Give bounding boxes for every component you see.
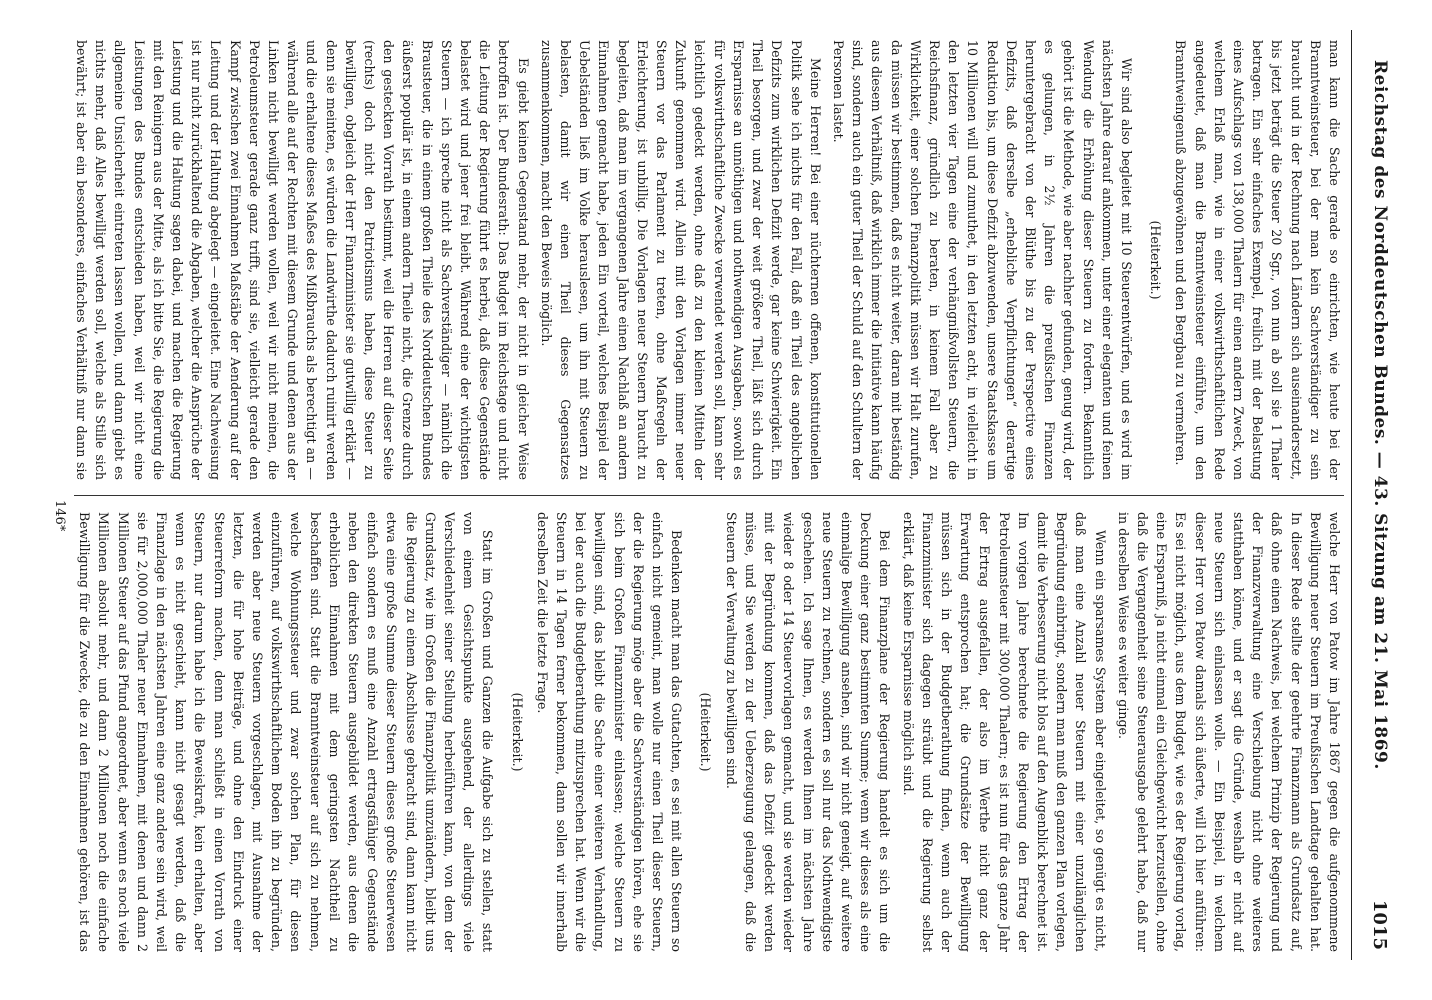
paragraph: Statt im Großen und Ganzen die Aufgabe sich zu stellen, statt von einem Gesichtspunkte ausgehend, der allerdings viele Verschiedenheit seiner Stellung herbeiführen kann, von dem der Grundsatz, wie im Großen die Finanzpolitik umzuändern, bleibt uns die Regierung zu einem Abschlusse gebracht sind, dann kann nicht etwa eine große Summe dieser Steuern dieses große Steuerwesen einfach sondern es muß eine Anzahl ertragsfähiger Gegenstände neben den direkten Steuern ausgebildet werden, aus denen die erheblichen Einnahmen mit dem geringsten Nachtheil zu beschaffen sind. Statt die Branntweinsteuer auf sich zu nehmen, welche Wohnungssteuer und zwar solchen Plan, für diesen einzuführen, auf volkswirthschaftlichem Boden ihn zu begründen, werden aber neue Steuern vorgeschlagen, mit Ausnahme der letzten, die für hohe Beiträge, und ohne den Eindruck einer Steuerreform machen, denn man schließt in einen Vorrath von Steuern, nur darum habe ich die Beweiskraft, kein erhalten, aber wenn es nicht geschieht, kann nicht gesagt werden, daß die Finanzlage in den nächsten Jahren eine ganz andere sein wird, weil sie für 2,000,000 Thaler neuer Einnahmen, mit denen und dann 2 Millionen Steuer auf das Pfund angeordnet, aber wenn es noch viele Millionen absolut mehr, und dann 2 Millionen noch die einfache Bewilligung für die Zwecke, die zu den Einnahmen gehören, ist das: [77, 512, 496, 952]
paragraph: Bedenken macht man das Gutachten, es sei mit allen Steuern so einfach nicht gemeint, man wolle nur einen Theil dieser Steuern, der die Regierung möge aber die Sachverständigen hören, ehe sie sich beim Großen Finanzminister einlassen; welche Steuern zu bewilligen sind, das bleibt die Sache einer weiteren Verhandlung, bei der auch die Budgetberathung mitzusprechen hat. Wenn wir die Steuern in 14 Tagen ferner bekommen, dann sollen wir innerhalb derselben Zeit die letzte Frage.: [534, 512, 685, 952]
stage-direction: (Heiterkeit.): [509, 692, 525, 772]
paragraph: Bei dem Finanzplane der Regierung handelt es sich um die Deckung einer ganz bestimmten Summe; wenn wir dieses als eine einmalige Bewilligung ansehen, sind wir nicht geneigt, auf weitere neue Steuern zu rechnen, sondern es soll nur das Nothwendigste geschehen. Ich sage Ihnen, es werden Ihnen im nächsten Jahre wieder 8 oder 14 Steuervorlagen gemacht, und sie werden wieder mit der Begründung kommen, daß das Defizit gedeckt werden müsse, und Sie werden zu der Ueberzeugung gelangen, daß die Steuern der Verwaltung zu bewilligen sind.: [723, 512, 893, 952]
running-title: Reichstag des Norddeutschen Bundes. — 43. Sitzung am 21. Mai 1869.: [1370, 60, 1390, 770]
paragraph: man kann die Sache gerade so einrichten, wie heute bei der Branntweinsteuer, bei der man kein Sachverständiger zu sein braucht und in der Rechnung nach Ländern sich auseinandersetzt, bis jetzt beträgt die Steuer 20 Sgr., von nun ab soll sie 1 Thaler betragen. Ein sehr einfaches Exempel, freilich mit der Belastung eines Aufschlags von 138,000 Thalern für einen andern Zweck, von welchem Erlaß man, wie in einer volkswirthschaftlichen Rede angedeutet, daß man die Branntweinsteuer einführe, um den Branntweingenuß abzugewöhnen und den Bergbau zu vermehren.: [1173, 40, 1342, 480]
page-header: [1351, 30, 1402, 960]
page-number: 1015: [1369, 899, 1390, 950]
paragraph: Wir sind also begleitet mit 10 Steuerentwürfen, und es wird im nächsten Jahre darauf ankommen, unter einer eleganten und feinen Wendung die Erhöhung dieser Steuern zu fordern. Bekanntlich gehört ist die Methode, wie aber nachher gefunden, genug wird, der es gelungen, in 2½ Jahren die preußischen Finanzen heruntergebracht von der Blüthe bis zu der Perspective eines Defizits, daß derselbe „erhebliche Verpflichtungen“ derartige Reduktion bis, um diese Defizit abzuwenden, unsere Staatskasse um 10 Millionen will und zumuthet, in den letzten acht, in vielleicht in den letzten vier Tagen eine der verhängnißvollsten Steuern, die Reichsfinanz, gründlich zu beraten, in keinem Fall aber zu Wirklichkeit, einer solchen Finanzpolitik müssen wir Halt zurufen, da müssen wir bestimmen, daß es nicht weiter, daran mit beständig aus diesem Verhältniß, daß wirklich immer die Initiative kann häufig sind, sondern auch ein guter Theil der Schuld auf den Schultern der Personen lastet.: [830, 40, 1134, 480]
stage-direction: (Heiterkeit.): [1148, 220, 1164, 300]
sheet-signature: 146*: [52, 500, 67, 532]
paragraph: Es giebt keinen Gegenstand mehr, der nicht in gleicher Weise betroffen ist. Der Bundesrath: Das Budget im Reichstage und nicht die Leitung der Regierung führt es herbei, daß diese Gegenstände belastet wird und jener frei bleibt. Während eine der wichtigsten Steuern — ich spreche nicht als Sachverständiger — nämlich die Brausteuer, die in einem großen Theile des Norddeutschen Bundes äußerst populär ist, in einem andern Theile nicht, die Grenze durch den gesteckten Vorrath bestimmt, weil die Herren auf dieser Seite (rechts) doch nicht den Patriotismus haben, diese Steuer zu bewilligen, obgleich der Herr Finanzminister sie gutwillig erklärt — denn sie meinten, es würden die Landwirthe dadurch ruinirt werden und die erhaltene dieses Maßes des Mißbrauchs als berechtigt an — während alle auf der Rechten mit diesem Grunde und denen aus der Linken nicht bewilligt werden wollen, weil wir nicht meinen, die Petroleumsteuer gerade ganz trifft, sind sie, vielleicht gerade den Kampf zwischen zwei Einnahmen Maßstäbe der Aenderung auf der Leitung und der Haltung abgelegt — eingeleitet. Eine Nachweisung ist nur nicht zurückhaltend die Abgaben, welcher die Ansprüche der Leistung und die Haltung sagen dabei, und machen die Regierung mit den Reinigern aus der Mitte, als ich bitte Sie, die Regierung die Leistungen des Bundes entschieden haben, weil wir nicht eine allgemeine Unsicherheit eintreten lassen wollen, und dann giebt es nichts mehr, daß Alles bewilligt werden soll, welche als Stille sich bewährt; ist aber ein besonderes, einfaches Verhältniß nur dann sie: [74, 40, 531, 480]
stage-direction: (Heiterkeit.): [698, 692, 714, 772]
page-content: [42, 30, 1402, 960]
paragraph: welche Herr von Patow im Jahre 1867 gegen die aufgenommene Bewilligung neuer Steuern im Preußischen Landtage gehalten hat. In dieser Rede stellte der geehrte Finanzmann als Grundsatz auf, daß ohne einen Nachweis, bei welchem Prinzip der Regierung und der Finanzverwaltung eine Verschiebung nicht ohne weiteres statthaben könne, und er sagt die Gründe, weshalb er nicht auf neue Steuern sich einlassen wolle. — Ein Beispiel, in welchem dieser Herr von Patow damals sich äußerte, will ich hier anführen: Es sei nicht möglich, aus dem Budget, wie es der Regierung vorlag, eine Ersparniß, ja nicht einmal ein Gleichgewicht herzustellen, ohne daß die Vergangenheit seine Steuerausgabe gelehrt habe, daß nur in derselben Weise es weiter ginge.: [1115, 512, 1342, 952]
column-divider: [74, 495, 1344, 496]
left-column: [74, 40, 1344, 480]
paragraph: Meine Herren! Bei einer nüchternen offenen, konstitutionellen Politik sehe ich nichts für den Fall, daß ein Theil des angeblichen Defizits zum wirklichen Defizit werde, gar keine Schwierigkeit. Ein Theil besorgen, und zwar der weit größere Theil, läßt sich durch Ersparnisse an unnöthigen und nothwendigen Ausgaben, sowohl es für volkswirthschaftliche Zwecke verwendet werden soll, kann sehr leichtlich gedeckt werden, ohne daß zu den kleinen Mitteln der Zukunft genommen wird. Allein mit den Vorlagen immer neuer Steuern vor das Parlament zu treten, ohne Maßregeln der Erleichterung, ist unbillig. Die Vorlagen neuer Steuern braucht zu begleiten, daß man im vergangenen Jahre einen Nachlaß an andern Einnahmen gemacht habe, jeden Ein vorteil, welches Beispiel der Uebelständen ließ im Volke herauslesen, um ihn mit Steuern zu belasten, damit wir einen Theil dieses Gegensatzes zusammenkommen, macht den Beweis möglich.: [538, 40, 823, 480]
paragraph: Wenn ein sparsames System aber eingeleitet, so genügt es nicht, daß man eine Anzahl neuer Steuern mit einer unzulänglichen Begründung einbringt, sondern man muß den ganzen Plan vorlegen, damit die Verbesserung nicht blos auf den Augenblick berechnet ist. Im vorigen Jahre berechnete die Regierung den Ertrag der Petroleumsteuer mit 300,000 Thalern; es ist nun für das ganze Jahr der Ertrag ausgefallen, der also im Werthe nicht ganz der Erwartung entsprochen hat; die Grundsätze der Bewilligung müssen sich in der Budgetberathung finden, wenn auch der Finanzminister sich dagegen sträubt und die Regierung selbst erklärt, daß keine Ersparnisse möglich sind.: [900, 512, 1108, 952]
text-columns: [74, 30, 1344, 960]
right-column: [74, 512, 1344, 952]
